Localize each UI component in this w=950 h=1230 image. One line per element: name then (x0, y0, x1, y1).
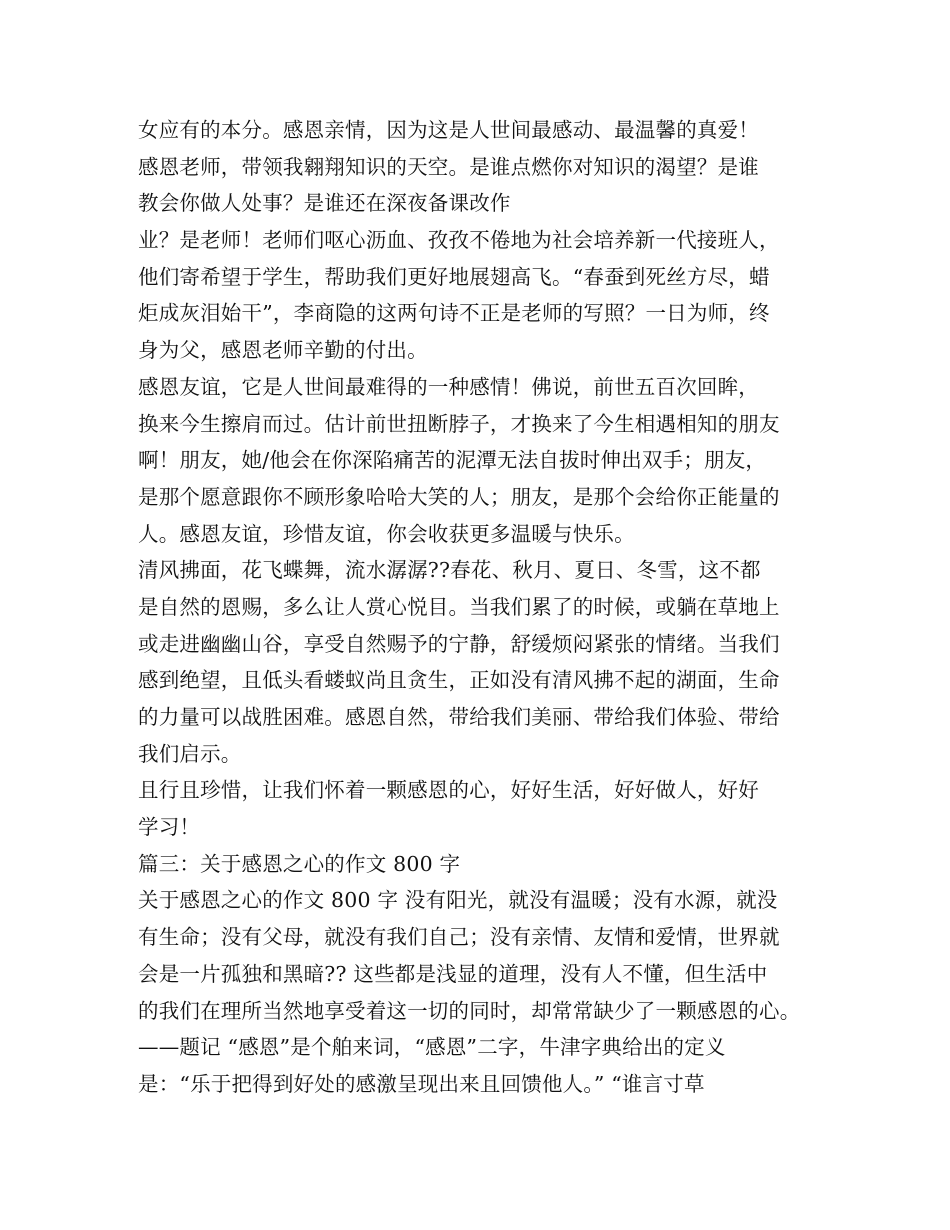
text-line: 会是一片孤独和黑暗?? 这些都是浅显的道理，没有人不懂，但生活中 (138, 961, 768, 986)
text-line: ——题记 “感恩”是个舶来词，“感恩”二字，牛津字典给出的定义 (138, 1035, 726, 1060)
text-line: 的力量可以战胜困难。感恩自然，带给我们美丽、带给我们体验、带给 (138, 705, 780, 729)
text-line: 是：“乐于把得到好处的感激呈现出来且回馈他人。” “谁言寸草 (138, 1071, 705, 1096)
text-line: 换来今生擦肩而过。估计前世扭断脖子，才换来了今生相遇相知的朋友 (138, 411, 780, 436)
text-line: 感恩友谊，它是人世间最难得的一种感情！佛说，前世五百次回眸， (138, 374, 759, 399)
text-line: 感恩老师，带领我翱翔知识的天空。是谁点燃你对知识的渴望？是谁 (138, 154, 759, 179)
text-line: 且行且珍惜，让我们怀着一颗感恩的心，好好生活，好好做人，好好 (138, 778, 759, 803)
text-line: 的我们在理所当然地享受着这一切的同时，却常常缺少了一颗感恩的心。 (138, 998, 801, 1023)
text-line: 清风拂面，花飞蝶舞，流水潺潺??春花、秋月、夏日、冬雪，这不都 (138, 558, 761, 583)
text-line: 人。感恩友谊，珍惜友谊，你会收获更多温暖与快乐。 (138, 521, 635, 546)
body-text (138, 112, 828, 1103)
text-line: 学习！ (138, 815, 201, 840)
text-line: 或走进幽幽山谷，享受自然赐予的宁静，舒缓烦闷紧张的情绪。当我们 (138, 631, 780, 656)
text-line: 我们启示。 (138, 741, 242, 766)
text-line: 关于感恩之心的作文 800 字 没有阳光，就没有温暖；没有水源，就没 (138, 888, 778, 913)
text-line: 感到绝望，且低头看蝼蚁尚且贪生，正如没有清风拂不起的湖面，生命 (138, 668, 780, 693)
text-line: 有生命；没有父母，就没有我们自己；没有亲情、友情和爱情，世界就 (138, 925, 780, 950)
text-line: 啊！朋友，她/他会在你深陷痛苦的泥潭无法自拔时伸出双手；朋友， (138, 448, 767, 473)
text-line: 业？是老师！老师们呕心沥血、孜孜不倦地为社会培养新一代接班人， (138, 228, 780, 253)
text-line: 教会你做人处事？是谁还在深夜备课改作 (138, 191, 511, 216)
text-line: 炬成灰泪始干”，李商隐的这两句诗不正是老师的写照？一日为师，终 (138, 301, 770, 326)
text-line: 身为父，感恩老师辛勤的付出。 (138, 338, 428, 363)
text-line: 是自然的恩赐，多么让人赏心悦目。当我们累了的时候，或躺在草地上 (138, 594, 780, 619)
text-line: 他们寄希望于学生，帮助我们更好地展翅高飞。“春蚕到死丝方尽，蜡 (138, 264, 770, 289)
text-line: 女应有的本分。感恩亲情，因为这是人世间最感动、最温馨的真爱！ (138, 118, 759, 142)
text-line: 是那个愿意跟你不顾形象哈哈大笑的人；朋友，是那个会给你正能量的 (138, 484, 780, 509)
section-heading: 篇三：关于感恩之心的作文 800 字 (138, 851, 461, 876)
